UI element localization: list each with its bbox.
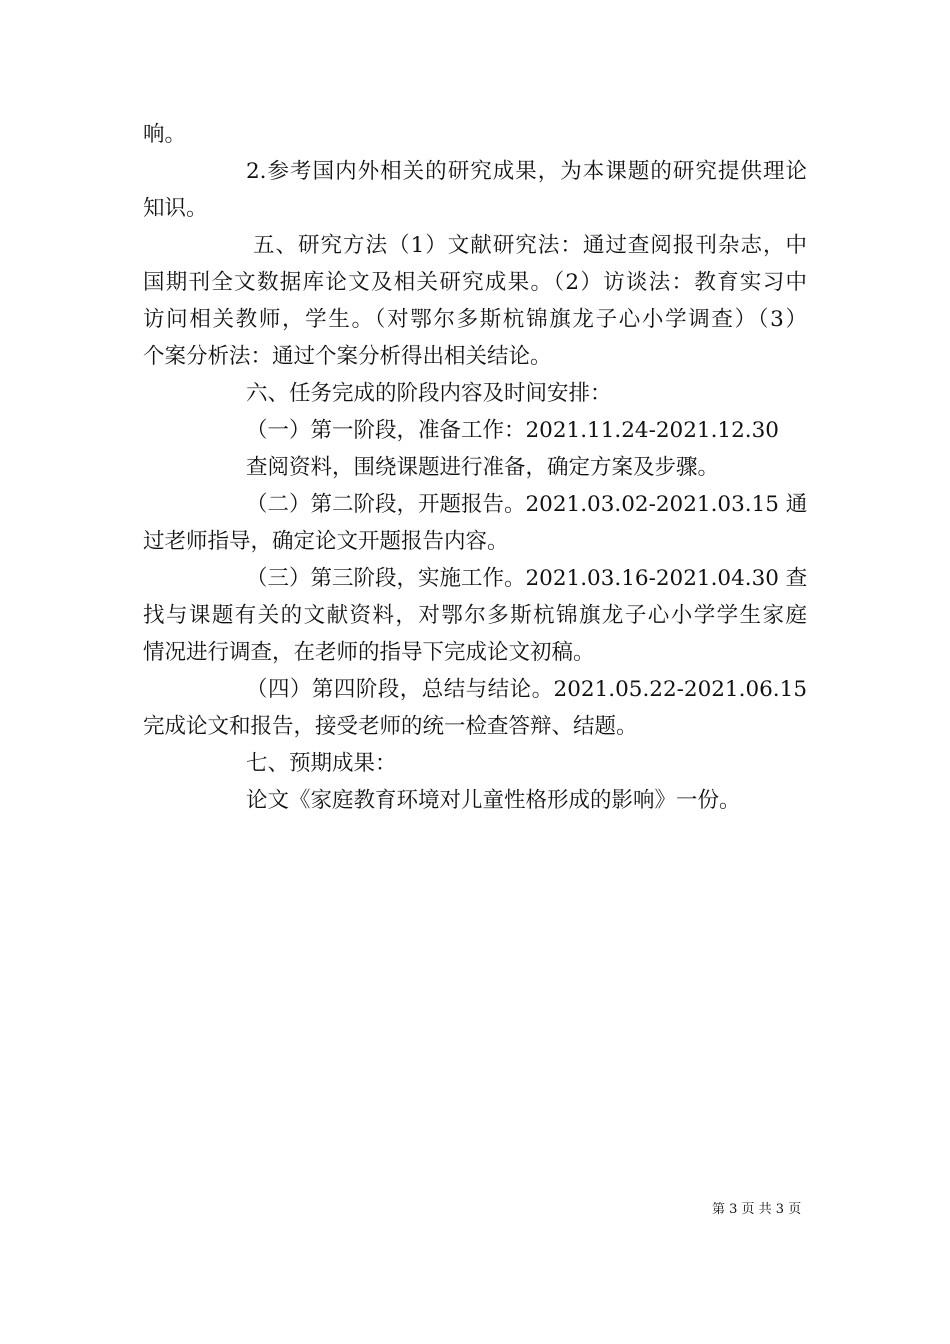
- paragraph-line: 找与课题有关的文献资料，对鄂尔多斯杭锦旗龙子心小学学生家庭: [143, 603, 807, 628]
- section-heading: 七、预期成果：: [246, 751, 397, 776]
- paragraph-line: 论文《家庭教育环境对儿童性格形成的影响》一份。: [246, 788, 741, 813]
- paragraph-line: 国期刊全文数据库论文及相关研究成果。（2）访谈法：教育实习中: [143, 270, 807, 295]
- paragraph-line: 2.参考国内外相关的研究成果，为本课题的研究提供理论: [246, 159, 807, 184]
- paragraph-line: 访问相关教师，学生。（对鄂尔多斯杭锦旗龙子心小学调查）（3）: [143, 307, 807, 332]
- paragraph-line: 个案分析法：通过个案分析得出相关结论。: [143, 344, 552, 369]
- paragraph-line: 完成论文和报告，接受老师的统一检查答辩、结题。: [143, 714, 638, 739]
- paragraph-line: （二）第二阶段，开题报告。2021.03.02-2021.03.15 通: [246, 492, 808, 517]
- paragraph-line: （三）第三阶段，实施工作。2021.03.16-2021.04.30 查: [246, 566, 808, 591]
- paragraph-line: 响。: [143, 122, 187, 147]
- paragraph-line: 知识。: [143, 196, 208, 221]
- paragraph-line: 情况进行调查，在老师的指导下完成论文初稿。: [143, 640, 595, 665]
- paragraph-line: 五、研究方法（1）文献研究法：通过查阅报刊杂志，中: [253, 233, 807, 258]
- paragraph-line: （一）第一阶段，准备工作：2021.11.24-2021.12.30: [246, 418, 779, 443]
- section-heading: 六、任务完成的阶段内容及时间安排：: [246, 381, 612, 406]
- paragraph-line: 过老师指导，确定论文开题报告内容。: [143, 529, 509, 554]
- paragraph-line: （四）第四阶段，总结与结论。2021.05.22-2021.06.15: [246, 677, 807, 702]
- page-footer: 第 3 页 共 3 页: [712, 1202, 802, 1217]
- paragraph-line: 查阅资料，围绕课题进行准备，确定方案及步骤。: [246, 455, 720, 480]
